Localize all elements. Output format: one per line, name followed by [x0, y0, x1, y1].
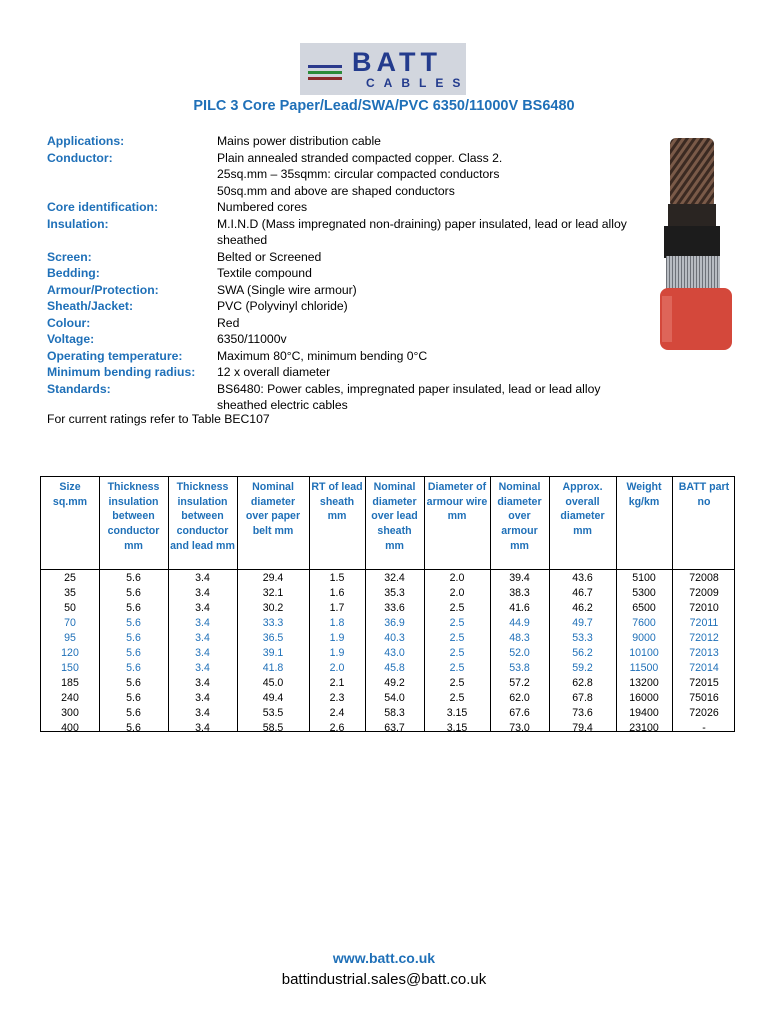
- table-cell: 72013: [689, 647, 719, 659]
- table-cell: 32.1: [262, 587, 284, 599]
- email-link[interactable]: battindustrial.sales@batt.co.uk: [281, 971, 487, 988]
- table-cell: 2.0: [449, 572, 465, 584]
- table-cell: 33.3: [262, 617, 284, 629]
- column-divider: [168, 477, 169, 731]
- table-cell: 72011: [689, 617, 719, 629]
- spec-label: Core identification:: [47, 200, 159, 214]
- table-row: [41, 646, 734, 661]
- spec-label: Insulation:: [47, 216, 109, 231]
- table-cell: 30.2: [262, 602, 284, 614]
- table-cell: 72012: [689, 632, 719, 644]
- spec-value: PVC (Polyvinyl chloride): [217, 299, 348, 313]
- column-header: Size sq.mm: [52, 481, 88, 508]
- spec-value: 50sq.mm and above are shaped conductors: [217, 183, 455, 198]
- table-cell: 2.5: [449, 617, 465, 629]
- column-divider: [490, 477, 491, 731]
- spec-value: SWA (Single wire armour): [217, 282, 357, 297]
- column-header: Thickness insulation between conductor mm: [107, 481, 160, 552]
- table-cell: 2.3: [329, 692, 345, 704]
- table-cell: 32.4: [384, 572, 405, 584]
- table-cell: 49.4: [262, 692, 284, 704]
- table-cell: 62.0: [509, 692, 530, 704]
- table-cell: 41.6: [509, 602, 530, 614]
- column-header: Diameter of armour wire mm: [426, 481, 488, 523]
- table-cell: 72008: [689, 572, 719, 584]
- current-ratings-note: For current ratings refer to Table BEC107: [47, 412, 270, 426]
- table-row: [41, 691, 734, 706]
- table-cell: 52.0: [509, 647, 530, 659]
- spec-row: [47, 348, 647, 365]
- spec-label: Screen:: [47, 249, 92, 264]
- table-cell: 2.5: [449, 647, 465, 659]
- page-title: PILC 3 Core Paper/Lead/SWA/PVC 6350/11000V BS6480: [193, 98, 575, 114]
- spec-label: [47, 183, 217, 200]
- spec-label: Armour/Protection:: [47, 282, 159, 297]
- column-divider: [424, 477, 425, 731]
- spec-row: [47, 265, 647, 282]
- table-cell: 3.4: [195, 647, 210, 659]
- spec-value: Mains power distribution cable: [217, 134, 381, 148]
- table-cell: 6500: [632, 602, 656, 614]
- logo-cables-text: CABLES: [366, 76, 470, 90]
- spec-label: Bedding:: [47, 266, 100, 280]
- table-cell: 46.2: [572, 602, 593, 614]
- table-cell: 150: [61, 662, 79, 674]
- table-cell: 185: [61, 677, 79, 689]
- specifications-list: [47, 133, 647, 414]
- table-cell: 5.6: [126, 632, 141, 644]
- table-cell: 3.4: [195, 692, 210, 704]
- spec-label: Voltage:: [47, 332, 95, 346]
- table-row: [41, 631, 734, 646]
- table-cell: 95: [64, 632, 76, 644]
- spec-row: [47, 216, 647, 249]
- table-cell: 72026: [689, 707, 719, 719]
- spec-value: Textile compound: [217, 266, 312, 280]
- spec-label: Standards:: [47, 381, 111, 396]
- column-header: Nominal diameter over lead sheath mm: [371, 481, 418, 552]
- table-cell: 5.6: [126, 677, 141, 689]
- table-cell: 3.4: [195, 707, 210, 719]
- table-cell: 79.4: [572, 722, 593, 734]
- table-cell: 63.7: [384, 722, 405, 734]
- table-cell: 19400: [629, 707, 659, 719]
- column-divider: [672, 477, 673, 731]
- column-divider: [99, 477, 100, 731]
- table-cell: 1.5: [329, 572, 345, 584]
- website-link[interactable]: www.batt.co.uk: [332, 950, 436, 966]
- spec-row: [47, 166, 647, 183]
- spec-row: [47, 364, 647, 381]
- table-cell: 240: [61, 692, 79, 704]
- table-cell: 39.4: [509, 572, 530, 584]
- table-cell: 3.4: [195, 617, 210, 629]
- logo-batt-text: BATT: [352, 47, 442, 77]
- column-divider: [365, 477, 366, 731]
- table-cell: 35: [64, 587, 76, 599]
- table-cell: 3.4: [195, 677, 210, 689]
- table-cell: 5.6: [126, 692, 141, 704]
- table-cell: 72015: [689, 677, 719, 689]
- spec-row: [47, 315, 647, 332]
- column-header: BATT part no: [678, 481, 730, 508]
- column-divider: [309, 477, 310, 731]
- table-cell: 72009: [689, 587, 719, 599]
- table-cell: 38.3: [509, 587, 530, 599]
- table-cell: 2.6: [329, 722, 345, 734]
- spec-row: [47, 183, 647, 200]
- table-cell: 67.8: [572, 692, 593, 704]
- table-row: [41, 601, 734, 616]
- spec-value: 25sq.mm – 35sqmm: circular compacted conductors: [217, 167, 500, 181]
- table-cell: 16000: [629, 692, 659, 704]
- table-cell: 5.6: [126, 647, 141, 659]
- table-cell: 2.1: [329, 677, 345, 689]
- table-cell: 5.6: [126, 572, 141, 584]
- spec-row: [47, 249, 647, 266]
- table-cell: 5.6: [126, 587, 141, 599]
- table-cell: 3.4: [195, 572, 210, 584]
- table-cell: 5.6: [126, 617, 141, 629]
- spec-value: Red: [217, 315, 240, 330]
- table-cell: 49.2: [384, 677, 405, 689]
- spec-row: [47, 298, 647, 315]
- table-cell: 3.4: [195, 662, 210, 674]
- table-cell: 400: [61, 722, 79, 734]
- table-cell: 48.3: [509, 632, 530, 644]
- table-cell: 54.0: [384, 692, 405, 704]
- spec-value: 12 x overall diameter: [217, 365, 331, 379]
- spec-row: [47, 381, 647, 414]
- table-cell: 58.3: [384, 707, 405, 719]
- column-header: RT of lead sheath mm: [311, 481, 363, 523]
- spec-row: [47, 282, 647, 299]
- wire-brown-icon: [308, 77, 342, 80]
- cable-cross-section-image: [660, 138, 732, 350]
- table-cell: 1.6: [329, 587, 345, 599]
- table-cell: 5100: [632, 572, 656, 584]
- table-cell: 36.9: [384, 617, 405, 629]
- table-cell: 44.9: [509, 617, 530, 629]
- batt-cables-logo: [300, 43, 470, 95]
- table-cell: 53.5: [262, 707, 284, 719]
- table-cell: 73.0: [509, 722, 530, 734]
- table-cell: 5.6: [126, 722, 141, 734]
- table-cell: 2.4: [329, 707, 345, 719]
- table-cell: 3.15: [446, 722, 468, 734]
- wire-blue-icon: [308, 65, 342, 68]
- table-row: [41, 571, 734, 586]
- table-cell: 53.3: [572, 632, 593, 644]
- table-cell: 46.7: [572, 587, 593, 599]
- spec-label: Applications:: [47, 134, 125, 148]
- table-row: [41, 616, 734, 631]
- table-cell: 2.0: [329, 662, 345, 674]
- table-cell: 72014: [689, 662, 719, 674]
- table-cell: 62.8: [572, 677, 593, 689]
- table-row: [41, 661, 734, 676]
- table-cell: 3.4: [195, 632, 210, 644]
- table-cell: 11500: [629, 662, 659, 674]
- column-header: Thickness insulation between conductor and lead mm: [170, 481, 235, 552]
- spec-value: BS6480: Power cables, impregnated paper insulated, lead or lead alloy sheathed electric cables: [217, 381, 601, 412]
- table-cell: 45.0: [262, 677, 284, 689]
- table-cell: 40.3: [384, 632, 405, 644]
- table-cell: 72010: [689, 602, 719, 614]
- spec-row: [47, 331, 647, 348]
- table-cell: 50: [64, 602, 76, 614]
- cable-data-table: [40, 476, 735, 732]
- table-cell: -: [702, 722, 706, 734]
- table-cell: 56.2: [572, 647, 593, 659]
- spec-label: Minimum bending radius:: [47, 365, 196, 379]
- wire-green-icon: [308, 71, 342, 74]
- table-cell: 2.0: [449, 587, 465, 599]
- column-divider: [616, 477, 617, 731]
- table-cell: 33.6: [384, 602, 405, 614]
- spec-label: Colour:: [47, 315, 91, 330]
- spec-row: [47, 133, 647, 150]
- spec-value: M.I.N.D (Mass impregnated non-draining) paper insulated, lead or lead alloy sheathed: [217, 216, 627, 247]
- table-cell: 29.4: [262, 572, 284, 584]
- table-cell: 67.6: [509, 707, 530, 719]
- table-row: [41, 676, 734, 691]
- table-cell: 120: [61, 647, 79, 659]
- spec-value: Plain annealed stranded compacted copper. Class 2.: [217, 150, 503, 165]
- table-cell: 3.15: [446, 707, 468, 719]
- column-header: Approx. overall diameter mm: [560, 481, 605, 538]
- column-header: Nominal diameter over paper belt mm: [245, 481, 301, 538]
- table-row: [41, 706, 734, 721]
- table-row: [41, 721, 734, 736]
- table-row: [41, 586, 734, 601]
- table-cell: 5300: [632, 587, 656, 599]
- table-cell: 36.5: [262, 632, 284, 644]
- column-divider: [549, 477, 550, 731]
- table-cell: 41.8: [262, 662, 284, 674]
- spec-value: Numbered cores: [217, 200, 308, 214]
- table-cell: 49.7: [572, 617, 593, 629]
- spec-label: Conductor:: [47, 150, 113, 165]
- table-cell: 57.2: [509, 677, 530, 689]
- table-cell: 13200: [629, 677, 659, 689]
- table-cell: 75016: [689, 692, 719, 704]
- table-cell: 3.4: [195, 587, 210, 599]
- table-cell: 2.5: [449, 692, 465, 704]
- table-cell: 73.6: [572, 707, 593, 719]
- table-cell: 1.8: [329, 617, 345, 629]
- spec-row: [47, 199, 647, 216]
- table-header: [41, 477, 734, 570]
- table-cell: 43.0: [384, 647, 405, 659]
- spec-label: [47, 166, 217, 183]
- column-header: Nominal diameter over armour mm: [497, 481, 542, 552]
- table-cell: 25: [64, 572, 76, 584]
- table-cell: 39.1: [262, 647, 284, 659]
- column-divider: [237, 477, 238, 731]
- table-cell: 5.6: [126, 662, 141, 674]
- table-cell: 43.6: [572, 572, 593, 584]
- table-cell: 1.9: [329, 632, 345, 644]
- table-cell: 53.8: [509, 662, 530, 674]
- table-cell: 3.4: [195, 722, 210, 734]
- table-cell: 2.5: [449, 602, 465, 614]
- spec-label: Operating temperature:: [47, 348, 183, 363]
- table-cell: 45.8: [384, 662, 405, 674]
- table-cell: 70: [64, 617, 76, 629]
- table-cell: 1.7: [329, 602, 345, 614]
- table-cell: 3.4: [195, 602, 210, 614]
- table-cell: 35.3: [384, 587, 405, 599]
- table-cell: 2.5: [449, 632, 465, 644]
- table-cell: 7600: [632, 617, 656, 629]
- spec-value: 6350/11000v: [217, 332, 287, 346]
- table-cell: 300: [61, 707, 79, 719]
- table-cell: 5.6: [126, 707, 141, 719]
- column-header: Weight kg/km: [626, 481, 662, 508]
- table-cell: 58.5: [262, 722, 284, 734]
- table-cell: 5.6: [126, 602, 141, 614]
- table-cell: 59.2: [572, 662, 593, 674]
- table-cell: 1.9: [329, 647, 345, 659]
- spec-row: [47, 150, 647, 167]
- table-cell: 23100: [629, 722, 659, 734]
- table-cell: 2.5: [449, 677, 465, 689]
- spec-value: Maximum 80°C, minimum bending 0°C: [217, 348, 428, 363]
- table-cell: 2.5: [449, 662, 465, 674]
- spec-label: Sheath/Jacket:: [47, 299, 134, 313]
- spec-value: Belted or Screened: [217, 249, 322, 264]
- table-cell: 10100: [629, 647, 659, 659]
- table-cell: 9000: [632, 632, 656, 644]
